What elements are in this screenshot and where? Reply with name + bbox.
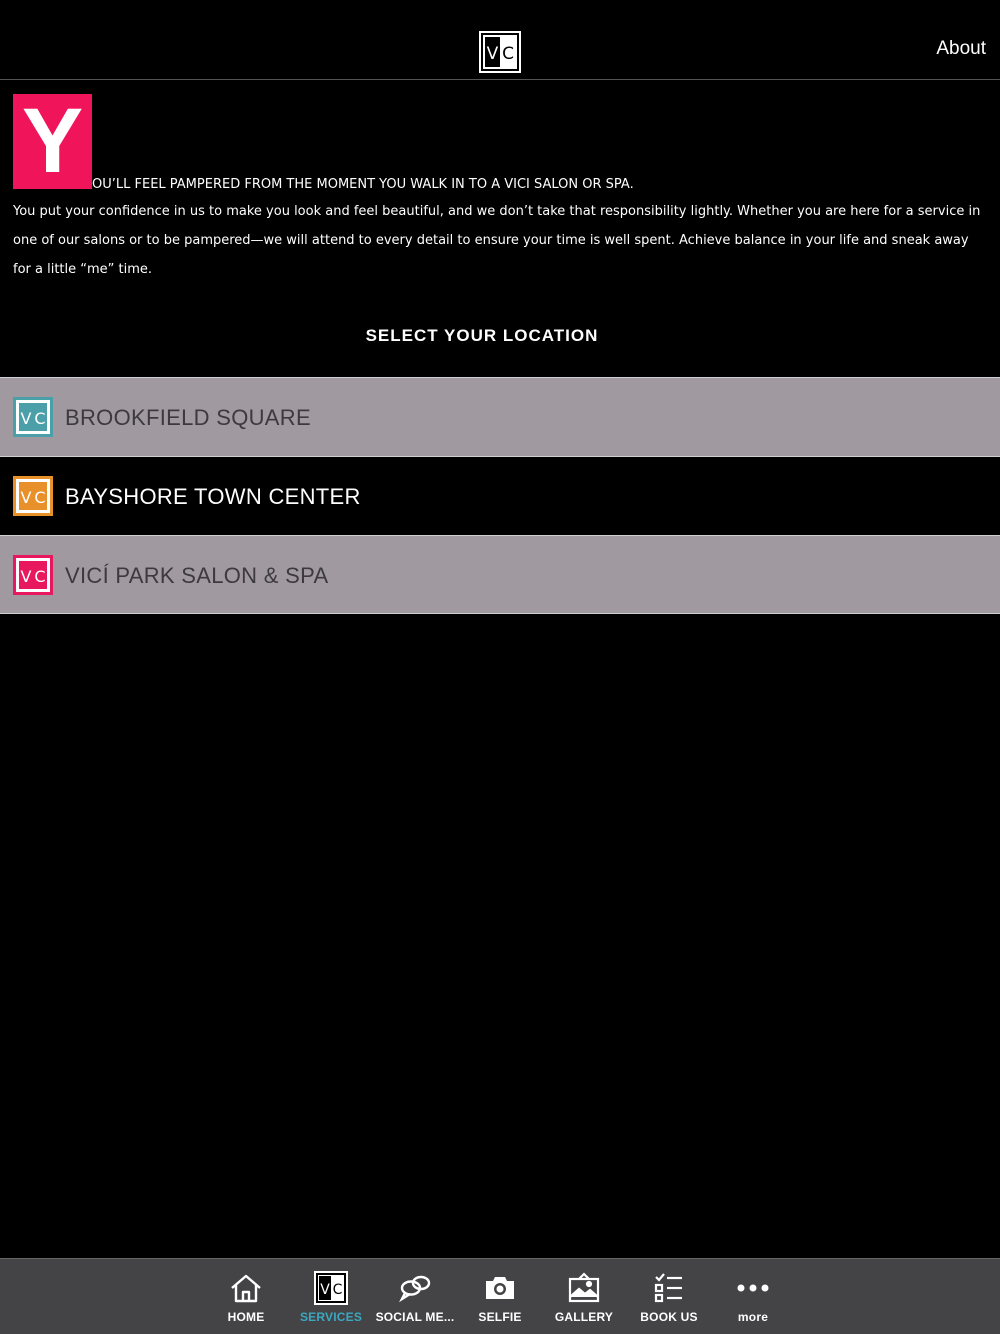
location-label: BAYSHORE TOWN CENTER <box>65 484 361 509</box>
location-label: VICÍ PARK SALON & SPA <box>65 563 329 588</box>
chat-bubbles-icon <box>398 1271 432 1305</box>
location-row-vici-park[interactable] <box>0 535 1000 614</box>
tab-label: more <box>737 1310 769 1324</box>
svg-text:C: C <box>34 409 46 428</box>
location-row-bayshore[interactable] <box>0 456 1000 535</box>
tab-book-us[interactable] <box>627 1259 711 1334</box>
location-label: BROOKFIELD SQUARE <box>65 405 311 430</box>
more-dots-icon <box>736 1271 770 1305</box>
dropcap-letter: Y <box>13 94 92 189</box>
intro-text <box>13 90 985 284</box>
camera-icon <box>483 1271 517 1305</box>
vc-logo-icon <box>479 31 521 73</box>
svg-text:C: C <box>502 44 514 64</box>
svg-text:V: V <box>20 488 32 507</box>
tab-label: HOME <box>227 1310 265 1324</box>
section-title: SELECT YOUR LOCATION <box>365 326 599 345</box>
intro-body: You put your confidence in us to make you look and feel beautiful, and we don’t take that responsibility lightly. Whether you are here for a service in one of our salons or to be pampered—we will attend to every detail to ensure your time is well spent. Achieve balance in your life and sneak away for a little “me” time. <box>13 204 981 277</box>
tab-home[interactable] <box>204 1259 288 1334</box>
svg-text:V: V <box>20 409 32 428</box>
vc-logo-icon <box>314 1271 348 1305</box>
intro-lead: OU’LL FEEL PAMPERED FROM THE MOMENT YOU WALK IN TO A VICI SALON OR SPA. <box>92 177 634 192</box>
tab-social-media[interactable] <box>373 1259 457 1334</box>
tab-label: GALLERY <box>554 1310 614 1324</box>
picture-icon <box>567 1271 601 1305</box>
location-list <box>0 377 1000 614</box>
tab-services[interactable] <box>289 1259 373 1334</box>
svg-text:V: V <box>486 44 499 64</box>
vc-logo-pink-icon <box>13 555 53 595</box>
svg-text:C: C <box>332 1282 343 1298</box>
tab-label: SERVICES <box>299 1310 363 1324</box>
tab-label: SELFIE <box>478 1310 522 1324</box>
tab-label: BOOK US <box>640 1310 698 1324</box>
location-row-brookfield[interactable] <box>0 377 1000 456</box>
about-link[interactable]: About <box>936 38 986 59</box>
svg-text:C: C <box>34 567 46 586</box>
svg-text:V: V <box>320 1282 330 1298</box>
checklist-icon <box>652 1271 686 1305</box>
tab-gallery[interactable] <box>542 1259 626 1334</box>
svg-text:V: V <box>20 567 32 586</box>
top-bar <box>0 0 1000 80</box>
svg-text:C: C <box>34 488 46 507</box>
tab-more[interactable] <box>711 1259 795 1334</box>
vc-logo-teal-icon <box>13 397 53 437</box>
tab-bar <box>0 1258 1000 1334</box>
home-icon <box>229 1271 263 1305</box>
vc-logo-orange-icon <box>13 476 53 516</box>
tab-selfie[interactable] <box>458 1259 542 1334</box>
tab-label: SOCIAL ME... <box>375 1310 455 1324</box>
